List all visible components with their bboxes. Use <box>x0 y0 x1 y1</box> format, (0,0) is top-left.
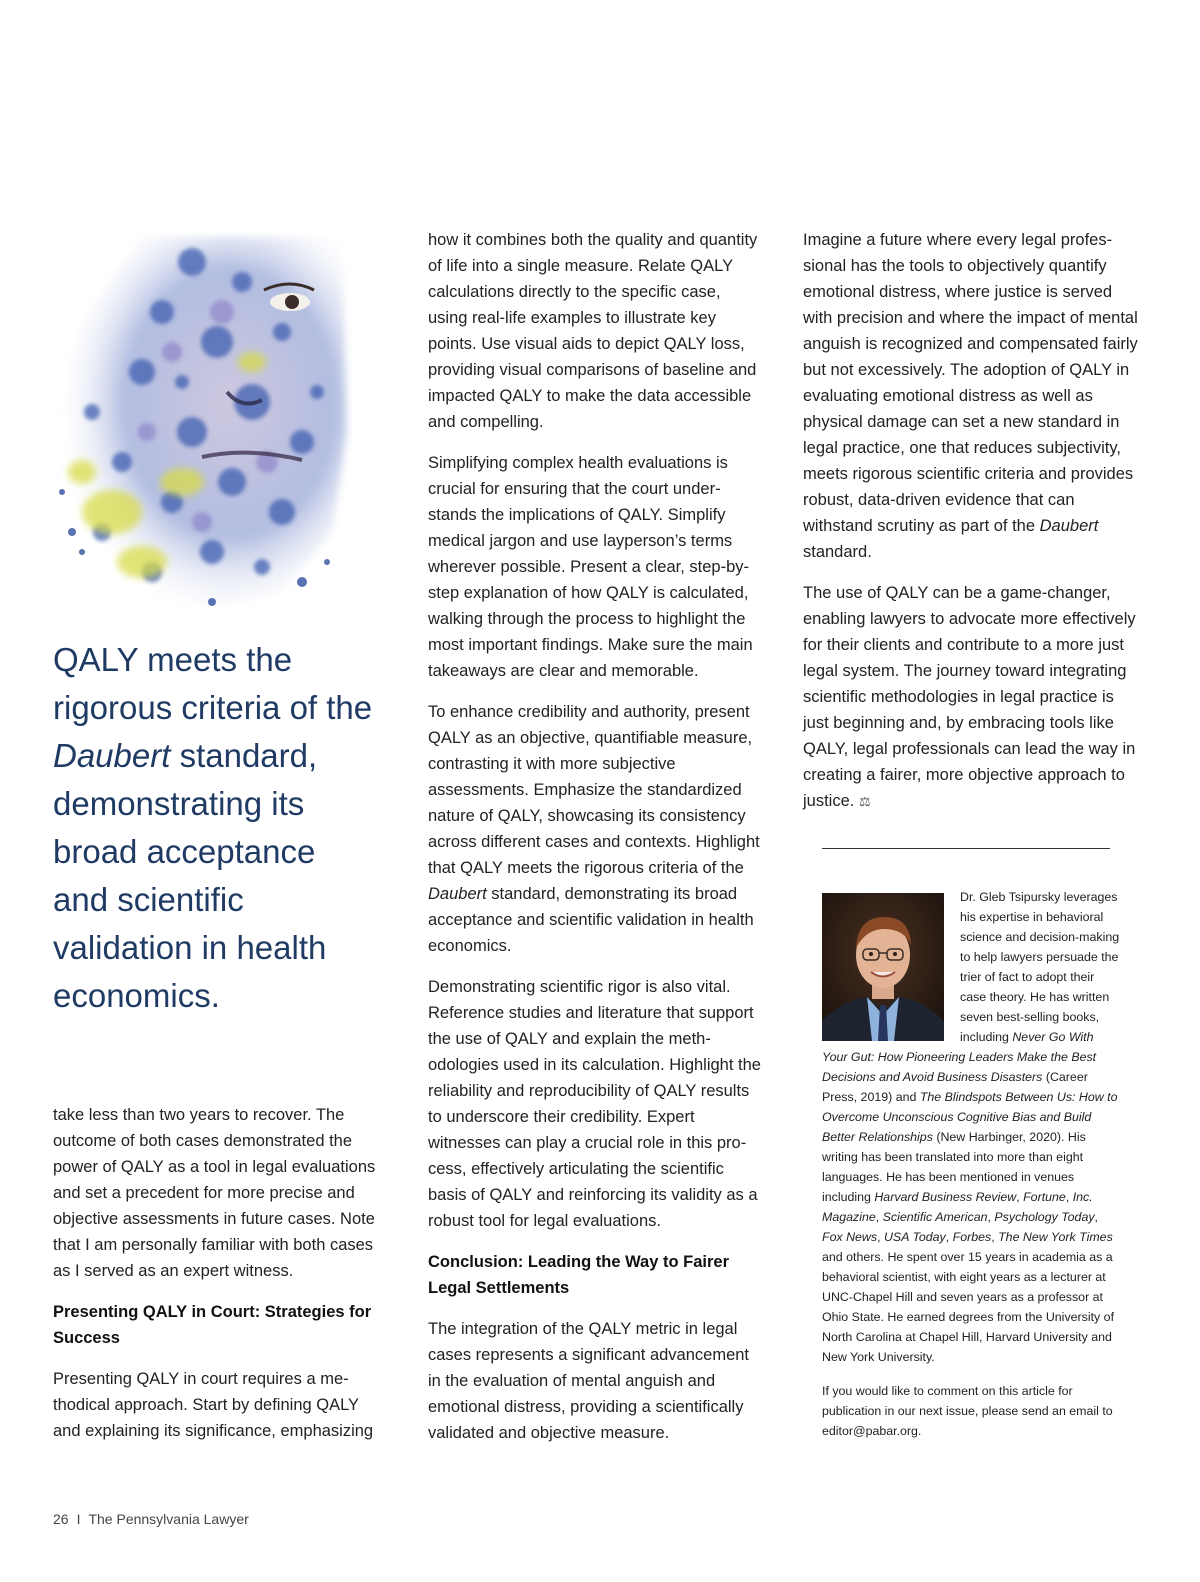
col2-p3-text-b: standard, demonstrating its broad acceptance and scientific validation in health economics. <box>428 885 754 955</box>
pull-quote-daubert: Daubert <box>53 737 171 774</box>
col2-paragraph-5: The integration of the QALY metric in legal cases represents a significant advancement in the evaluation of mental anguish and emotional distress, providing a scientifically validated and objective measure. <box>428 1320 750 1442</box>
column-2 <box>428 227 763 1461</box>
col3-p1-text-b: standard. <box>803 543 872 561</box>
page-number: 26 <box>53 1511 69 1527</box>
col2-paragraph-2: Simplifying complex health evaluations is crucial for ensuring that the court understands the implications of QALY. Simplify medical jargon and use layperson’s terms wherever possible. Present a clear, step-by-step explanation of how QALY is calculated, walking through the process to highlight the most important findings. Make sure the main takeaways are clear and memorable. <box>428 454 753 680</box>
col2-p3-text-a: To enhance credibility and authority, present QALY as an objective, quantifiable measure, contrasting it with more subjective assessments. Emphasize the standardized nature of QALY, showcasing its consistency across different cases and contexts. Highlight that QALY meets the rigorous criteria of the <box>428 703 760 877</box>
author-headshot <box>822 893 944 1041</box>
pull-quote <box>53 636 373 1020</box>
col2-paragraph-3 <box>428 699 763 959</box>
scales-of-justice-icon: ⚖ <box>858 794 871 809</box>
footer-separator: I <box>76 1511 81 1527</box>
col2-p3-daubert: Daubert <box>428 885 487 903</box>
col3-p1-text-a: Imagine a future where every legal professional has the tools to objectively quantify emotional distress, where justice is served with precision and where the impact of mental anguish is recognized and compensated fairly but not excessively. The adoption of QALY in evaluating emotional distress as well as physical damage can set a new standard in legal practice, one that reduces subjectivity, meets rigorous scientific criteria and provides robust, data-driven evidence that can withstand scrutiny as part of the <box>803 231 1138 535</box>
venue-hbr: Harvard Business Review <box>874 1190 1017 1204</box>
col3-paragraph-2 <box>803 580 1138 815</box>
bio-text-4: and others. He spent over 15 years in academia as a behavioral scientist, with eight years as a lecturer at UNC-Chapel Hill and seven years as a professor at Ohio State. He earned degrees from the University of North Carolina at Chapel Hill, Harvard University and New York University. <box>822 1250 1115 1364</box>
col3-p2-text: The use of QALY can be a game-changer, enabling lawyers to advocate more effectively for their clients and contribute to a more just legal system. The journey toward integrating scientific methodologies in legal practice is just beginning and, by embracing tools like QALY, legal professionals can lead the way in creating a fairer, more objective approach to justice. <box>803 584 1136 810</box>
venue-psychology-today: Psychology Today <box>994 1210 1095 1224</box>
separator: , <box>877 1230 884 1244</box>
separator: , <box>991 1230 999 1244</box>
venue-nyt: The New York Times <box>998 1230 1113 1244</box>
venue-scientific-american: Scientific American <box>882 1210 988 1224</box>
venue-usa-today: USA Today <box>883 1230 946 1244</box>
publication-name: The Pennsylvania Lawyer <box>88 1511 249 1527</box>
bio-divider <box>822 848 1110 849</box>
bio-text-3: (New Harbinger, 2020). His writing has been translated into more than eight languages. He has been mentioned in venues including <box>822 1130 1086 1204</box>
author-bio <box>822 887 1120 1441</box>
column-3 <box>803 227 1138 830</box>
book-title-blindspots-between-us: The Blindspots Between Us: How to Overcome Unconscious Cognitive Bias and Build Better Relationships <box>822 1090 1118 1144</box>
watercolor-portrait-image <box>52 232 352 612</box>
pull-quote-text-1: QALY meets the rigorous criteria of the <box>53 641 373 726</box>
bio-text-2: (Career Press, 2019) and <box>822 1070 1088 1104</box>
separator: , <box>1094 1210 1098 1224</box>
page-footer <box>53 1511 249 1527</box>
col3-paragraph-1 <box>803 227 1138 565</box>
column-1 <box>53 1102 388 1459</box>
separator: , <box>987 1210 995 1224</box>
venue-fox-news: Fox News <box>822 1230 878 1244</box>
bio-text-1: Dr. Gleb Tsipursky leverages his expertise in behavioral science and decision-making to help lawyers persuade the trier of fact to adopt their case theory. He has written seven best-selling books, including <box>960 890 1120 1044</box>
col2-paragraph-4: Demonstrating scientific rigor is also vital. Reference studies and literature that support the use of QALY and explain the methodologies used in its calculation. Highlight the reliability and reproducibility of QALY results to underscore their credibility. Expert witnesses can play a crucial role in this process, effectively articulating the scientific basis of QALY and reinforcing its validity as a robust tool for legal evaluations. <box>428 978 761 1230</box>
venue-fortune: Fortune <box>1023 1190 1066 1204</box>
col3-p1-daubert: Daubert <box>1039 517 1099 535</box>
book-title-never-go-with-your-gut: Never Go With Your Gut: How Pioneering Leaders Make the Best Decisions and Avoid Business Disasters <box>822 1030 1097 1084</box>
separator: , <box>945 1230 953 1244</box>
separator: , <box>1016 1190 1024 1204</box>
pull-quote-text-2: standard, demonstrating its broad acceptance and scientific validation in health economics. <box>53 737 327 1014</box>
comment-invitation: If you would like to comment on this article for publication in our next issue, please send an email to editor@pabar.org. <box>822 1384 1113 1438</box>
venue-forbes: Forbes <box>952 1230 992 1244</box>
section-heading-conclusion: Conclusion: Leading the Way to Fairer Legal Settlements <box>428 1253 729 1297</box>
col2-paragraph-1: how it combines both the quality and quantity of life into a single measure. Relate QALY calculations directly to the specific case, using real-life examples to illustrate key points. Use visual aids to depict QALY loss, providing visual comparisons of baseline and impacted QALY to make the data accessible and compelling. <box>428 231 758 431</box>
section-heading-presenting: Presenting QALY in Court: Strategies for Success <box>53 1303 372 1347</box>
col1-paragraph-1: take less than two years to recover. The outcome of both cases demonstrated the power of QALY as a tool in legal evaluations and set a precedent for more precise and objective assessments in future cases. Note that I am personally familiar with both cases as I served as an expert witness. <box>53 1106 376 1280</box>
separator: , <box>875 1210 883 1224</box>
col1-paragraph-2: Presenting QALY in court requires a methodical approach. Start by defining QALY and explaining its significance, emphasizing <box>53 1370 374 1440</box>
venue-inc: Inc. Magazine <box>822 1190 1093 1224</box>
separator: , <box>1065 1190 1073 1204</box>
